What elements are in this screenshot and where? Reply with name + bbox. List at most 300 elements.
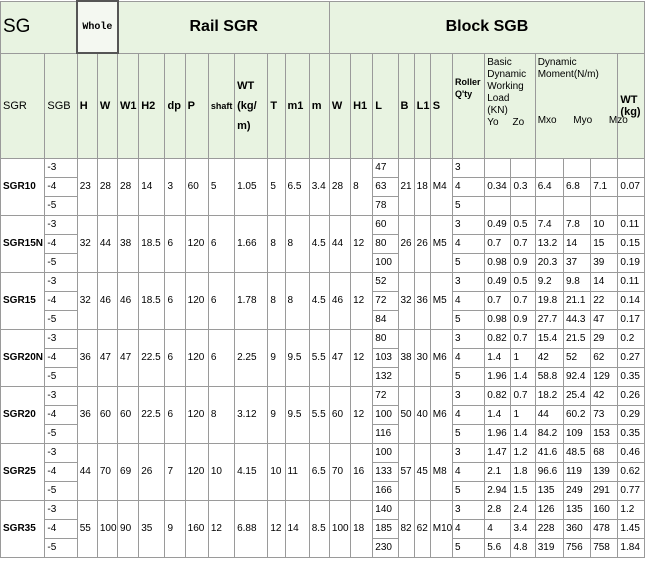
sg-title: SG <box>1 1 78 53</box>
roller-cell: 5 <box>452 196 484 215</box>
rail-wb-cell: 100 <box>329 500 350 557</box>
wtb-cell: 1.84 <box>618 538 645 557</box>
roller-cell: 4 <box>452 234 484 253</box>
roller-cell: 3 <box>452 158 484 177</box>
rail-h2-cell: 22.5 <box>139 386 165 443</box>
zo-cell: 0.3 <box>511 177 535 196</box>
yo-cell: 2.8 <box>485 500 511 519</box>
sgb-cell: -3 <box>45 386 77 405</box>
rail-p-cell: 60 <box>185 158 208 215</box>
l-cell: 133 <box>373 462 398 481</box>
yo-cell <box>485 196 511 215</box>
mxo-cell: 9.2 <box>535 272 563 291</box>
l-cell: 116 <box>373 424 398 443</box>
header-moment <box>535 53 628 158</box>
header-l1: L1 <box>414 53 430 158</box>
block-b-cell: 26 <box>398 215 414 272</box>
mxo-cell: 13.2 <box>535 234 563 253</box>
l-cell: 185 <box>373 519 398 538</box>
mzo-cell: 47 <box>591 310 618 329</box>
wtb-cell: 0.19 <box>618 253 645 272</box>
title-row <box>1 1 645 53</box>
yo-cell: 1.96 <box>485 424 511 443</box>
roller-cell: 4 <box>452 405 484 424</box>
rail-m-cell: 6.5 <box>309 443 329 500</box>
mzo-cell: 7.1 <box>591 177 618 196</box>
myo-cell: 7.8 <box>563 215 590 234</box>
rail-h1-cell: 12 <box>351 272 373 329</box>
zo-cell: 0.7 <box>511 386 535 405</box>
rail-p-cell: 160 <box>185 500 208 557</box>
wtb-cell: 0.11 <box>618 272 645 291</box>
zo-cell: 1.4 <box>511 367 535 386</box>
mzo-cell: 42 <box>591 386 618 405</box>
rail-h2-cell: 22.5 <box>139 329 165 386</box>
rail-shaft-cell: 6 <box>208 272 234 329</box>
model-cell: SGR35 <box>1 500 45 557</box>
mzo-cell: 478 <box>591 519 618 538</box>
mxo-cell: 58.8 <box>535 367 563 386</box>
zo-cell: 0.5 <box>511 215 535 234</box>
block-l1-cell: 30 <box>414 329 430 386</box>
model-cell: SGR20N <box>1 329 45 386</box>
header-p: P <box>185 53 208 158</box>
yo-cell: 1.96 <box>485 367 511 386</box>
rail-p-cell: 120 <box>185 443 208 500</box>
block-b-cell: 21 <box>398 158 414 215</box>
yo-cell: 0.7 <box>485 234 511 253</box>
rail-m1-cell: 6.5 <box>285 158 309 215</box>
header-w1: W1 <box>118 53 139 158</box>
sgb-cell: -4 <box>45 234 77 253</box>
wtb-cell: 0.07 <box>618 177 645 196</box>
rail-w-cell: 70 <box>97 443 117 500</box>
header-basic-label: Basic Dynamic Working Load (KN) <box>487 56 527 116</box>
rail-m-cell: 4.5 <box>309 272 329 329</box>
myo-cell: 21.5 <box>563 329 590 348</box>
roller-cell: 4 <box>452 291 484 310</box>
rail-m-cell: 3.4 <box>309 158 329 215</box>
rail-wt-cell: 2.25 <box>235 329 268 386</box>
mzo-cell: 62 <box>591 348 618 367</box>
rail-w1-cell: 46 <box>118 272 139 329</box>
rail-t-cell: 5 <box>268 158 285 215</box>
rail-wt-cell: 3.12 <box>235 386 268 443</box>
roller-cell: 5 <box>452 253 484 272</box>
rail-shaft-cell: 6 <box>208 215 234 272</box>
rail-dp-cell: 7 <box>165 443 185 500</box>
yo-cell: 0.34 <box>485 177 511 196</box>
block-b-cell: 50 <box>398 386 414 443</box>
mxo-cell: 6.4 <box>535 177 563 196</box>
l-cell: 80 <box>373 234 398 253</box>
roller-cell: 3 <box>452 272 484 291</box>
mxo-cell: 7.4 <box>535 215 563 234</box>
sgb-cell: -4 <box>45 462 77 481</box>
wtb-cell: 1.45 <box>618 519 645 538</box>
rail-m-cell: 5.5 <box>309 386 329 443</box>
mzo-cell: 14 <box>591 272 618 291</box>
wtb-cell <box>618 158 645 177</box>
rail-w-cell: 46 <box>97 272 117 329</box>
table-row <box>1 500 645 519</box>
l-cell: 78 <box>373 196 398 215</box>
mzo-cell: 22 <box>591 291 618 310</box>
mxo-cell: 96.6 <box>535 462 563 481</box>
sgb-cell: -4 <box>45 177 77 196</box>
header-m1: m1 <box>285 53 309 158</box>
block-b-cell: 82 <box>398 500 414 557</box>
header-wt-block: WT (kg) <box>618 53 645 158</box>
rail-t-cell: 10 <box>268 443 285 500</box>
rail-h-cell: 44 <box>77 443 97 500</box>
rail-w-cell: 60 <box>97 386 117 443</box>
rail-w1-cell: 60 <box>118 386 139 443</box>
header-yo: Yo <box>487 116 499 128</box>
sgb-cell: -4 <box>45 519 77 538</box>
l-cell: 100 <box>373 253 398 272</box>
rail-m1-cell: 9.5 <box>285 386 309 443</box>
wtb-cell: 0.27 <box>618 348 645 367</box>
block-l1-cell: 40 <box>414 386 430 443</box>
yo-cell: 1.47 <box>485 443 511 462</box>
wtb-cell: 0.35 <box>618 367 645 386</box>
rail-t-cell: 9 <box>268 386 285 443</box>
rail-h1-cell: 8 <box>351 158 373 215</box>
sgb-cell: -4 <box>45 291 77 310</box>
roller-cell: 3 <box>452 443 484 462</box>
zo-cell: 2.4 <box>511 500 535 519</box>
sgb-cell: -3 <box>45 158 77 177</box>
l-cell: 72 <box>373 291 398 310</box>
l-cell: 103 <box>373 348 398 367</box>
mzo-cell: 758 <box>591 538 618 557</box>
mxo-cell: 15.4 <box>535 329 563 348</box>
rail-h-cell: 55 <box>77 500 97 557</box>
header-shaft: shaft <box>208 53 234 158</box>
block-s-cell: M6 <box>430 386 452 443</box>
myo-cell <box>563 196 590 215</box>
zo-cell: 3.4 <box>511 519 535 538</box>
roller-cell: 5 <box>452 367 484 386</box>
wtb-cell: 0.35 <box>618 424 645 443</box>
sgb-cell: -3 <box>45 272 77 291</box>
block-l1-cell: 36 <box>414 272 430 329</box>
rail-wt-cell: 6.88 <box>235 500 268 557</box>
l-cell: 166 <box>373 481 398 500</box>
mxo-cell: 84.2 <box>535 424 563 443</box>
rail-wt-cell: 1.78 <box>235 272 268 329</box>
block-b-cell: 32 <box>398 272 414 329</box>
l-cell: 84 <box>373 310 398 329</box>
sgb-cell: -3 <box>45 500 77 519</box>
rail-m-cell: 4.5 <box>309 215 329 272</box>
rail-h-cell: 36 <box>77 329 97 386</box>
roller-cell: 5 <box>452 310 484 329</box>
wtb-cell: 0.62 <box>618 462 645 481</box>
block-sgb-title: Block SGB <box>329 1 644 53</box>
rail-sgr-title: Rail SGR <box>118 1 330 53</box>
zo-cell: 1 <box>511 405 535 424</box>
zo-cell: 0.7 <box>511 329 535 348</box>
block-l1-cell: 26 <box>414 215 430 272</box>
header-wt-rail: WT (kg/ m) <box>235 53 268 158</box>
rail-w1-cell: 47 <box>118 329 139 386</box>
yo-cell: 2.94 <box>485 481 511 500</box>
header-b: B <box>398 53 414 158</box>
rail-m1-cell: 8 <box>285 215 309 272</box>
rail-m1-cell: 14 <box>285 500 309 557</box>
rail-dp-cell: 3 <box>165 158 185 215</box>
rail-dp-cell: 6 <box>165 215 185 272</box>
myo-cell: 48.5 <box>563 443 590 462</box>
rail-h2-cell: 26 <box>139 443 165 500</box>
myo-cell: 109 <box>563 424 590 443</box>
block-s-cell: M8 <box>430 443 452 500</box>
rail-h-cell: 32 <box>77 272 97 329</box>
sgb-cell: -5 <box>45 424 77 443</box>
l-cell: 140 <box>373 500 398 519</box>
mzo-cell: 29 <box>591 329 618 348</box>
rail-w-cell: 47 <box>97 329 117 386</box>
block-s-cell: M5 <box>430 215 452 272</box>
l-cell: 100 <box>373 443 398 462</box>
rail-m-cell: 8.5 <box>309 500 329 557</box>
myo-cell: 360 <box>563 519 590 538</box>
zo-cell: 1 <box>511 348 535 367</box>
rail-wb-cell: 60 <box>329 386 350 443</box>
l-cell: 63 <box>373 177 398 196</box>
sgb-cell: -4 <box>45 348 77 367</box>
yo-cell: 5.6 <box>485 538 511 557</box>
mxo-cell: 319 <box>535 538 563 557</box>
rail-t-cell: 12 <box>268 500 285 557</box>
mzo-cell: 153 <box>591 424 618 443</box>
roller-cell: 3 <box>452 500 484 519</box>
myo-cell: 21.1 <box>563 291 590 310</box>
header-sgb: SGB <box>45 53 77 158</box>
l-cell: 230 <box>373 538 398 557</box>
wtb-cell: 0.17 <box>618 310 645 329</box>
mzo-cell: 15 <box>591 234 618 253</box>
header-zo: Zo <box>512 116 525 128</box>
myo-cell: 756 <box>563 538 590 557</box>
mxo-cell <box>535 196 563 215</box>
rail-h1-cell: 12 <box>351 329 373 386</box>
rail-t-cell: 9 <box>268 329 285 386</box>
rail-t-cell: 8 <box>268 215 285 272</box>
roller-cell: 5 <box>452 538 484 557</box>
myo-cell: 25.4 <box>563 386 590 405</box>
rail-w1-cell: 69 <box>118 443 139 500</box>
l-cell: 60 <box>373 215 398 234</box>
yo-cell: 0.49 <box>485 272 511 291</box>
wtb-cell: 0.15 <box>618 234 645 253</box>
wtb-cell: 0.14 <box>618 291 645 310</box>
mzo-cell: 129 <box>591 367 618 386</box>
roller-cell: 3 <box>452 386 484 405</box>
header-basic-load <box>485 53 535 158</box>
model-cell: SGR15 <box>1 272 45 329</box>
model-cell: SGR15N <box>1 215 45 272</box>
roller-cell: 4 <box>452 462 484 481</box>
sgb-cell: -3 <box>45 443 77 462</box>
yo-cell: 0.82 <box>485 329 511 348</box>
block-s-cell: M6 <box>430 329 452 386</box>
rail-w-cell: 44 <box>97 215 117 272</box>
zo-cell: 0.9 <box>511 253 535 272</box>
wtb-cell: 0.29 <box>618 405 645 424</box>
yo-cell: 2.1 <box>485 462 511 481</box>
sgb-cell: -4 <box>45 405 77 424</box>
block-l1-cell: 62 <box>414 500 430 557</box>
l-cell: 47 <box>373 158 398 177</box>
whole-button[interactable]: Whole <box>77 1 117 53</box>
rail-shaft-cell: 10 <box>208 443 234 500</box>
block-s-cell: M10 <box>430 500 452 557</box>
header-roller-qty: Roller Q'ty <box>452 53 484 158</box>
sgb-cell: -5 <box>45 481 77 500</box>
table-row <box>1 215 645 234</box>
rail-wb-cell: 47 <box>329 329 350 386</box>
zo-cell: 0.9 <box>511 310 535 329</box>
roller-cell: 3 <box>452 329 484 348</box>
mzo-cell: 73 <box>591 405 618 424</box>
block-b-cell: 38 <box>398 329 414 386</box>
rail-dp-cell: 6 <box>165 386 185 443</box>
header-row <box>1 53 645 158</box>
rail-h-cell: 36 <box>77 386 97 443</box>
mxo-cell: 20.3 <box>535 253 563 272</box>
rail-dp-cell: 9 <box>165 500 185 557</box>
yo-cell: 4 <box>485 519 511 538</box>
wtb-cell: 0.2 <box>618 329 645 348</box>
roller-cell: 3 <box>452 215 484 234</box>
mxo-cell: 41.6 <box>535 443 563 462</box>
wtb-cell: 0.11 <box>618 215 645 234</box>
rail-wb-cell: 44 <box>329 215 350 272</box>
rail-shaft-cell: 5 <box>208 158 234 215</box>
header-h2: H2 <box>139 53 165 158</box>
header-w: W <box>97 53 117 158</box>
mzo-cell: 160 <box>591 500 618 519</box>
sgb-cell: -3 <box>45 329 77 348</box>
rail-dp-cell: 6 <box>165 272 185 329</box>
header-w-block: W <box>329 53 350 158</box>
wtb-cell: 0.26 <box>618 386 645 405</box>
table-row <box>1 329 645 348</box>
rail-h1-cell: 12 <box>351 215 373 272</box>
mzo-cell: 68 <box>591 443 618 462</box>
rail-m-cell: 5.5 <box>309 329 329 386</box>
rail-h1-cell: 16 <box>351 443 373 500</box>
table-row <box>1 158 645 177</box>
mzo-cell: 39 <box>591 253 618 272</box>
roller-cell: 4 <box>452 177 484 196</box>
header-s: S <box>430 53 452 158</box>
rail-h2-cell: 18.5 <box>139 215 165 272</box>
rail-wb-cell: 46 <box>329 272 350 329</box>
zo-cell: 0.7 <box>511 234 535 253</box>
mzo-cell <box>591 196 618 215</box>
rail-shaft-cell: 6 <box>208 329 234 386</box>
mzo-cell: 10 <box>591 215 618 234</box>
myo-cell: 135 <box>563 500 590 519</box>
mxo-cell: 42 <box>535 348 563 367</box>
rail-m1-cell: 9.5 <box>285 329 309 386</box>
header-moment-label: Dynamic Moment(N/m) <box>537 56 599 80</box>
yo-cell: 0.98 <box>485 253 511 272</box>
rail-p-cell: 120 <box>185 272 208 329</box>
block-l1-cell: 45 <box>414 443 430 500</box>
rail-m1-cell: 11 <box>285 443 309 500</box>
myo-cell: 119 <box>563 462 590 481</box>
myo-cell: 6.8 <box>563 177 590 196</box>
header-h1: H1 <box>351 53 373 158</box>
wtb-cell: 0.77 <box>618 481 645 500</box>
l-cell: 132 <box>373 367 398 386</box>
zo-cell: 4.8 <box>511 538 535 557</box>
wtb-cell: 0.46 <box>618 443 645 462</box>
header-myo: Myo <box>573 114 593 126</box>
yo-cell: 0.49 <box>485 215 511 234</box>
rail-wb-cell: 28 <box>329 158 350 215</box>
table-row <box>1 443 645 462</box>
wtb-cell: 1.2 <box>618 500 645 519</box>
rail-w-cell: 28 <box>97 158 117 215</box>
yo-cell: 0.82 <box>485 386 511 405</box>
table-row <box>1 386 645 405</box>
mzo-cell <box>591 158 618 177</box>
mxo-cell: 44 <box>535 405 563 424</box>
rail-p-cell: 120 <box>185 215 208 272</box>
l-cell: 80 <box>373 329 398 348</box>
roller-cell: 4 <box>452 519 484 538</box>
header-mzo: Mzo <box>608 114 628 126</box>
zo-cell: 1.4 <box>511 424 535 443</box>
zo-cell: 1.8 <box>511 462 535 481</box>
rail-h1-cell: 12 <box>351 386 373 443</box>
rail-dp-cell: 6 <box>165 329 185 386</box>
zo-cell <box>511 158 535 177</box>
sgb-cell: -5 <box>45 367 77 386</box>
mxo-cell: 19.8 <box>535 291 563 310</box>
l-cell: 100 <box>373 405 398 424</box>
myo-cell: 14 <box>563 234 590 253</box>
rail-h-cell: 23 <box>77 158 97 215</box>
block-s-cell: M5 <box>430 272 452 329</box>
roller-cell: 5 <box>452 424 484 443</box>
rail-wb-cell: 70 <box>329 443 350 500</box>
myo-cell: 37 <box>563 253 590 272</box>
sgb-cell: -5 <box>45 253 77 272</box>
yo-cell: 0.98 <box>485 310 511 329</box>
rail-w1-cell: 90 <box>118 500 139 557</box>
zo-cell: 0.5 <box>511 272 535 291</box>
rail-p-cell: 120 <box>185 386 208 443</box>
model-cell: SGR10 <box>1 158 45 215</box>
rail-h2-cell: 14 <box>139 158 165 215</box>
rail-h1-cell: 18 <box>351 500 373 557</box>
sgb-cell: -5 <box>45 310 77 329</box>
yo-cell <box>485 158 511 177</box>
yo-cell: 1.4 <box>485 348 511 367</box>
rail-p-cell: 120 <box>185 329 208 386</box>
rail-shaft-cell: 8 <box>208 386 234 443</box>
mxo-cell <box>535 158 563 177</box>
yo-cell: 0.7 <box>485 291 511 310</box>
zo-cell: 1.5 <box>511 481 535 500</box>
